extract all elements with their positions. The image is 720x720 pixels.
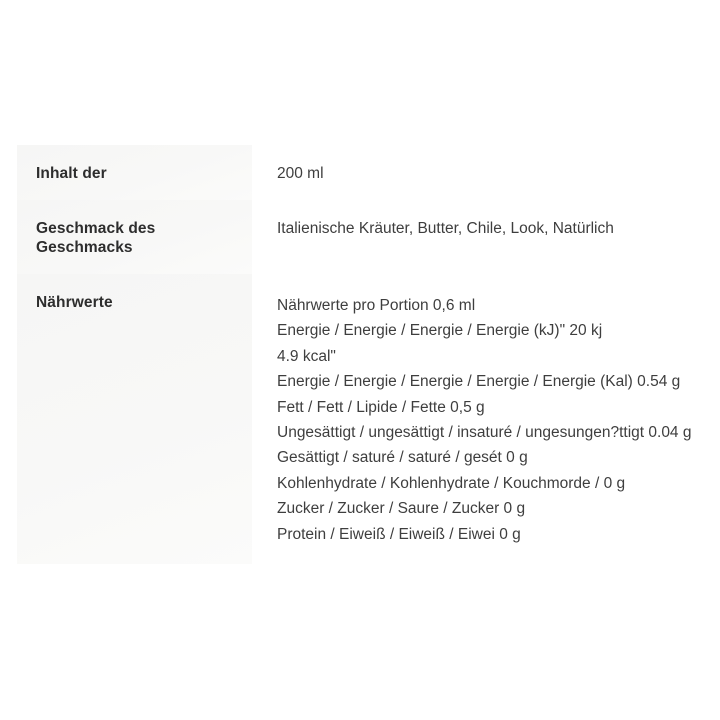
spec-value-text: Italienische Kräuter, Butter, Chile, Look, Natürlich xyxy=(277,220,614,237)
spec-label-text: Geschmack des Geschmacks xyxy=(36,220,156,256)
nutrition-line-carbohydrates: Kohlenhydrate / Kohlenhydrate / Kouchmorde / 0 g xyxy=(277,474,626,492)
nutrition-line-serving: Nährwerte pro Portion 0,6 ml xyxy=(277,297,476,314)
nutrition-line-protein: Protein / Eiweiß / Eiweiß / Eiwei 0 g xyxy=(277,525,521,543)
nutrition-line-fat: Fett / Fett / Lipide / Fette 0,5 g xyxy=(277,398,485,416)
spec-row-label-naehrwerte xyxy=(17,274,252,564)
product-spec-table xyxy=(17,145,703,564)
nutrition-line-kcal: 4.9 kcal" xyxy=(277,347,336,365)
nutrition-line-saturated: Gesättigt / saturé / saturé / gesét 0 g xyxy=(277,449,528,467)
spec-label-text: Nährwerte xyxy=(36,294,113,311)
spec-row-label-inhalt xyxy=(17,145,252,200)
spec-label-text: Inhalt der xyxy=(36,165,107,182)
nutrition-line-sugar: Zucker / Zucker / Saure / Zucker 0 g xyxy=(277,500,526,518)
spec-row-value-inhalt xyxy=(252,145,703,200)
nutrition-line-unsaturated: Ungesättigt / ungesättigt / insaturé / ungesungen?ttigt 0.04 g xyxy=(277,424,692,442)
spec-row-label-geschmack xyxy=(17,200,252,274)
spec-row-value-geschmack xyxy=(252,200,703,274)
spec-value-text: 200 ml xyxy=(277,165,324,182)
spec-row-value-naehrwerte xyxy=(252,274,703,564)
nutrition-line-energy-kj: Energie / Energie / Energie / Energie (kJ)" 20 kj xyxy=(277,322,603,340)
nutrition-line-energy-kal: Energie / Energie / Energie / Energie / Energie (Kal) 0.54 g xyxy=(277,373,681,391)
